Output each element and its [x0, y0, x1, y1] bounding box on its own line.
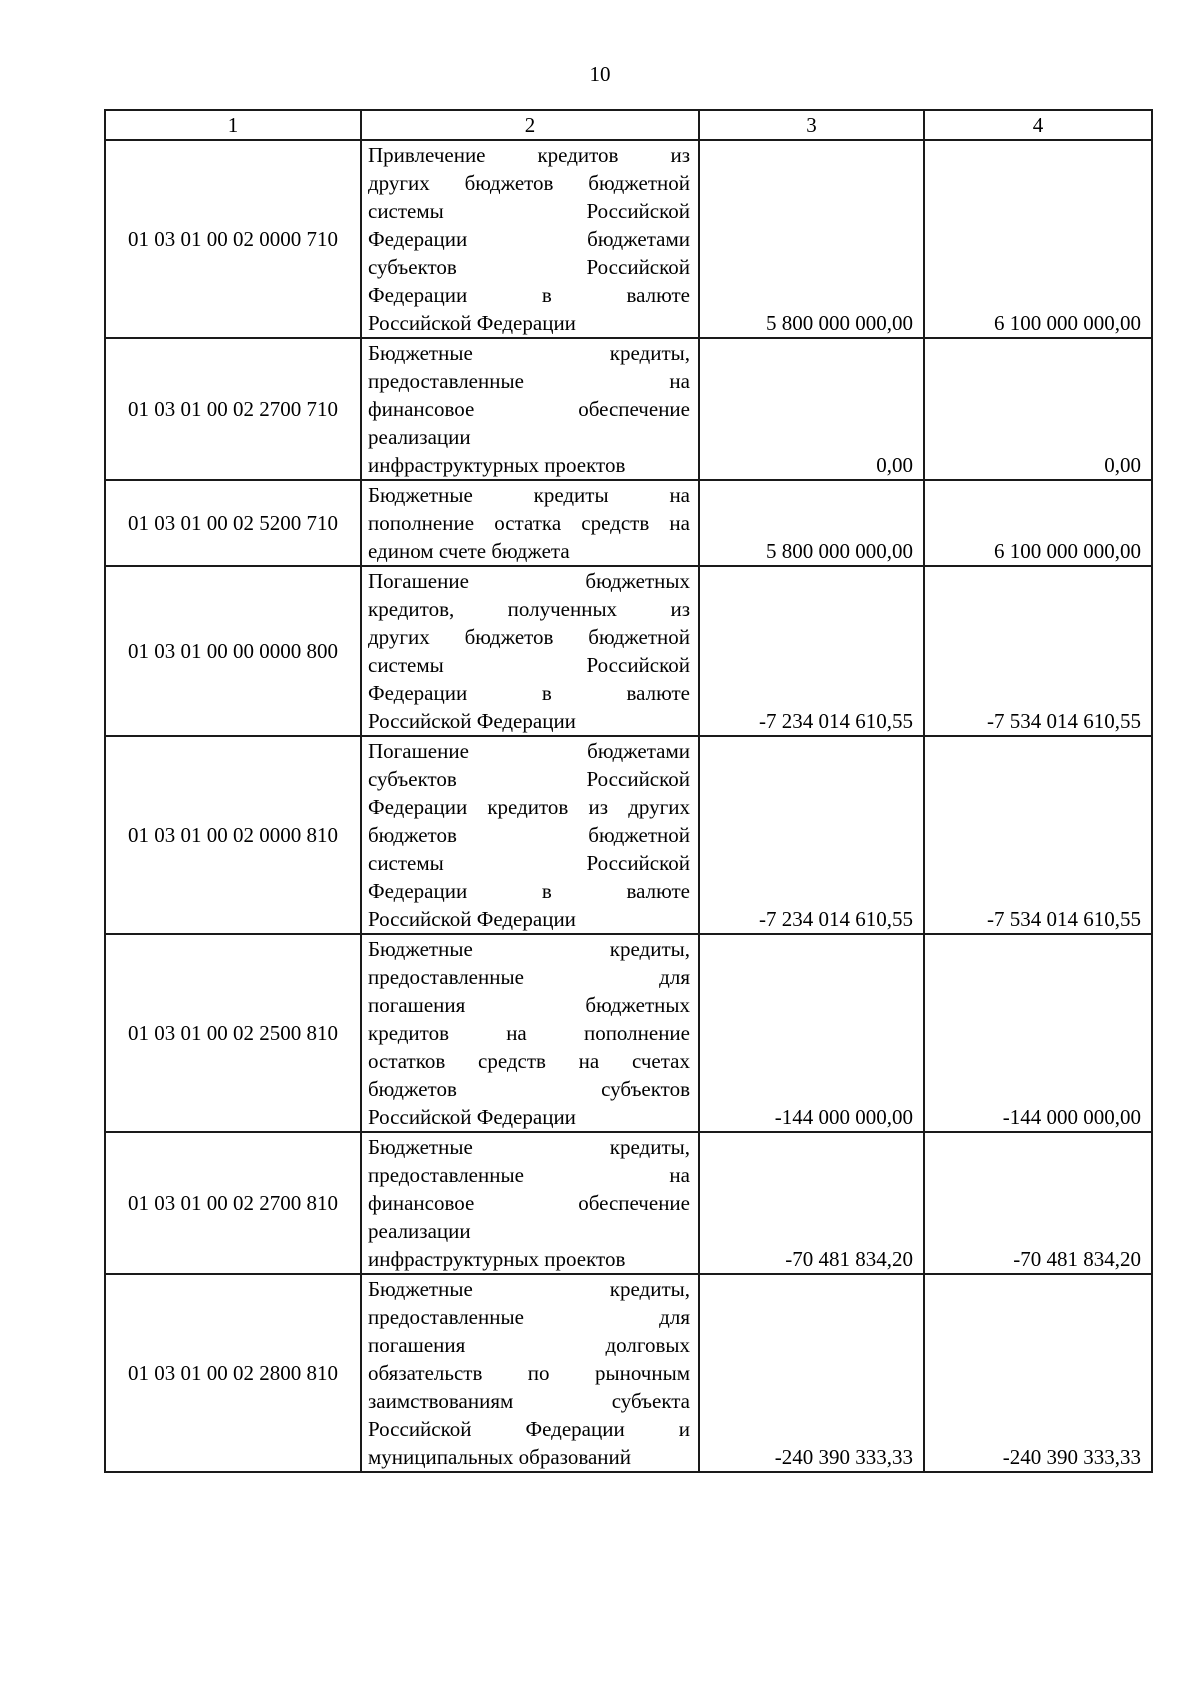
description-cell: [361, 566, 699, 736]
description-line: других бюджетов бюджетной: [368, 625, 690, 649]
amount-value: 0,00: [876, 453, 913, 477]
description-line: обязательств по рыночным: [368, 1361, 690, 1385]
amount-value: -144 000 000,00: [1002, 1105, 1141, 1129]
amount-cell-column-3: [699, 934, 924, 1132]
description-cell: [361, 338, 699, 480]
budget-sources-table: [104, 109, 1153, 1473]
description-line: бюджетов бюджетной: [368, 823, 690, 847]
description-line: Российской Федерации: [368, 311, 576, 335]
description-line: погашения долговых: [368, 1333, 690, 1357]
description-line: Бюджетные кредиты на: [368, 483, 690, 507]
column-header-3: 3: [699, 110, 924, 140]
table-row: [105, 480, 1152, 566]
description-line: Бюджетные кредиты,: [368, 1135, 690, 1159]
amount-value: -240 390 333,33: [1002, 1445, 1141, 1469]
classification-code-cell: 01 03 01 00 02 0000 810: [105, 736, 361, 934]
description-line: финансовое обеспечение: [368, 397, 690, 421]
amount-cell-column-4: [924, 480, 1152, 566]
classification-code-cell: 01 03 01 00 02 2800 810: [105, 1274, 361, 1472]
description-line: инфраструктурных проектов: [368, 453, 626, 477]
amount-value: -7 234 014 610,55: [759, 709, 913, 733]
description-line: бюджетов субъектов: [368, 1077, 690, 1101]
table-row: [105, 934, 1152, 1132]
description-line: реализации: [368, 1219, 471, 1243]
description-line: системы Российской: [368, 653, 690, 677]
classification-code-cell: 01 03 01 00 02 0000 710: [105, 140, 361, 338]
description-cell: [361, 1132, 699, 1274]
table-header-row: [105, 110, 1152, 140]
amount-value: 6 100 000 000,00: [994, 539, 1141, 563]
description-cell: [361, 736, 699, 934]
table-row: [105, 566, 1152, 736]
description-line: Бюджетные кредиты,: [368, 1277, 690, 1301]
classification-code-cell: 01 03 01 00 02 2700 810: [105, 1132, 361, 1274]
description-line: предоставленные для: [368, 1305, 690, 1329]
amount-cell-column-3: [699, 1274, 924, 1472]
description-line: Федерации в валюте: [368, 879, 690, 903]
amount-value: -240 390 333,33: [774, 1445, 913, 1469]
amount-cell-column-3: [699, 480, 924, 566]
amount-cell-column-4: [924, 934, 1152, 1132]
description-line: Российской Федерации: [368, 709, 576, 733]
description-line: Российской Федерации: [368, 907, 576, 931]
amount-value: 0,00: [1104, 453, 1141, 477]
table-row: [105, 1132, 1152, 1274]
description-cell: [361, 934, 699, 1132]
description-line: реализации: [368, 425, 471, 449]
description-line: кредитов на пополнение: [368, 1021, 690, 1045]
amount-cell-column-4: [924, 140, 1152, 338]
description-cell: [361, 1274, 699, 1472]
classification-code-cell: 01 03 01 00 02 2700 710: [105, 338, 361, 480]
amount-cell-column-3: [699, 1132, 924, 1274]
description-line: едином счете бюджета: [368, 539, 570, 563]
table-row: [105, 140, 1152, 338]
amount-cell-column-4: [924, 736, 1152, 934]
amount-value: -7 534 014 610,55: [987, 907, 1141, 931]
column-header-2: 2: [361, 110, 699, 140]
amount-value: -70 481 834,20: [1013, 1247, 1141, 1271]
description-line: субъектов Российской: [368, 767, 690, 791]
description-line: остатков средств на счетах: [368, 1049, 690, 1073]
description-line: Российской Федерации и: [368, 1417, 690, 1441]
table-row: [105, 736, 1152, 934]
description-line: Бюджетные кредиты,: [368, 937, 690, 961]
description-line: Привлечение кредитов из: [368, 143, 690, 167]
table-row: [105, 338, 1152, 480]
amount-cell-column-3: [699, 736, 924, 934]
amount-value: -7 234 014 610,55: [759, 907, 913, 931]
amount-value: -144 000 000,00: [774, 1105, 913, 1129]
description-line: других бюджетов бюджетной: [368, 171, 690, 195]
amount-cell-column-3: [699, 338, 924, 480]
description-line: Федерации бюджетами: [368, 227, 690, 251]
description-line: предоставленные на: [368, 369, 690, 393]
description-line: Погашение бюджетами: [368, 739, 690, 763]
description-line: системы Российской: [368, 199, 690, 223]
amount-cell-column-3: [699, 140, 924, 338]
amount-value: -70 481 834,20: [785, 1247, 913, 1271]
description-line: системы Российской: [368, 851, 690, 875]
page-number: 10: [589, 62, 611, 86]
description-line: финансовое обеспечение: [368, 1191, 690, 1215]
table-row: [105, 1274, 1152, 1472]
description-line: субъектов Российской: [368, 255, 690, 279]
classification-code-cell: 01 03 01 00 02 2500 810: [105, 934, 361, 1132]
description-line: предоставленные для: [368, 965, 690, 989]
description-line: кредитов, полученных из: [368, 597, 690, 621]
amount-cell-column-4: [924, 1132, 1152, 1274]
table-body: [105, 140, 1152, 1472]
description-line: Российской Федерации: [368, 1105, 576, 1129]
amount-cell-column-3: [699, 566, 924, 736]
amount-value: 6 100 000 000,00: [994, 311, 1141, 335]
amount-cell-column-4: [924, 1274, 1152, 1472]
description-line: Федерации в валюте: [368, 283, 690, 307]
column-header-4: 4: [924, 110, 1152, 140]
description-line: Федерации кредитов из других: [368, 795, 690, 819]
description-cell: [361, 140, 699, 338]
column-header-1: 1: [105, 110, 361, 140]
description-line: заимствованиям субъекта: [368, 1389, 690, 1413]
description-line: Погашение бюджетных: [368, 569, 690, 593]
amount-value: -7 534 014 610,55: [987, 709, 1141, 733]
amount-value: 5 800 000 000,00: [766, 539, 913, 563]
description-line: Федерации в валюте: [368, 681, 690, 705]
description-cell: [361, 480, 699, 566]
classification-code-cell: 01 03 01 00 02 5200 710: [105, 480, 361, 566]
description-line: муниципальных образований: [368, 1445, 631, 1469]
amount-value: 5 800 000 000,00: [766, 311, 913, 335]
description-line: инфраструктурных проектов: [368, 1247, 626, 1271]
amount-cell-column-4: [924, 338, 1152, 480]
description-line: пополнение остатка средств на: [368, 511, 690, 535]
description-line: Бюджетные кредиты,: [368, 341, 690, 365]
description-line: предоставленные на: [368, 1163, 690, 1187]
amount-cell-column-4: [924, 566, 1152, 736]
classification-code-cell: 01 03 01 00 00 0000 800: [105, 566, 361, 736]
description-line: погашения бюджетных: [368, 993, 690, 1017]
